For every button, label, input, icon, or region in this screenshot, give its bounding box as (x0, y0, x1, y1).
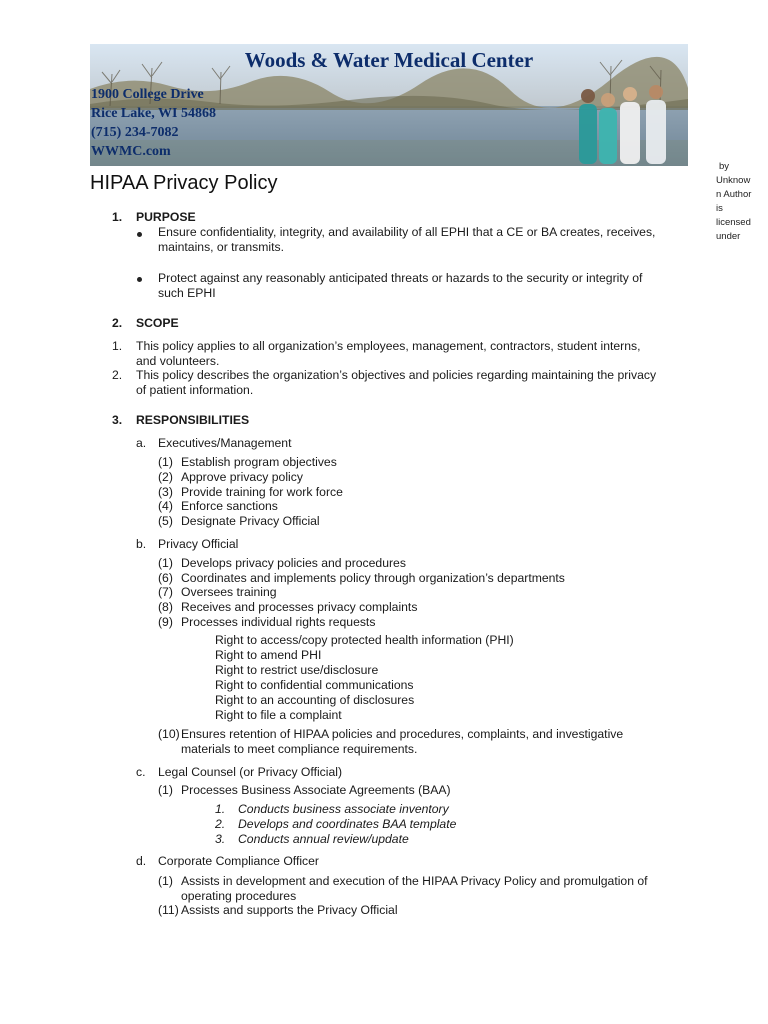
item-number: (5) (158, 514, 173, 528)
item-number: (3) (158, 485, 173, 499)
scope-item-1-line-2: and volunteers. (136, 354, 220, 368)
address-line-2: Rice Lake, WI 54868 (91, 106, 216, 121)
subsection-letter: b. (136, 537, 147, 551)
item-number: (9) (158, 615, 173, 629)
retention-item-line-2: materials to meet compliance requirements. (181, 742, 418, 756)
purpose-bullet-2-line-2: such EPHI (158, 286, 216, 300)
phone-number: (715) 234-7082 (91, 125, 179, 140)
sub-item: Develops and coordinates BAA template (238, 817, 457, 831)
item-number: (10) (158, 727, 180, 741)
list-item: Develops privacy policies and procedures (181, 556, 406, 570)
section-number: 1. (112, 210, 123, 224)
sub-item-number: 3. (215, 832, 226, 846)
subsection-letter: d. (136, 854, 147, 868)
right-item: Right to restrict use/disclosure (215, 663, 379, 677)
item-number: (4) (158, 499, 173, 513)
center-name: Woods & Water Medical Center (244, 48, 534, 72)
scope-item-number: 1. (112, 339, 123, 353)
list-item: Provide training for work force (181, 485, 343, 499)
item-number: (11) (158, 903, 179, 917)
section-heading-scope: SCOPE (136, 316, 179, 330)
right-item: Right to access/copy protected health information (PHI) (215, 633, 514, 647)
subsection-title-compliance-officer: Corporate Compliance Officer (158, 854, 319, 868)
compliance-item-line-1: Assists in development and execution of the HIPAA Privacy Policy and promulgation of (181, 874, 648, 888)
purpose-bullet-2-line-1: Protect against any reasonably anticipated threats or hazards to the security or integrity of (158, 271, 643, 285)
header-banner (90, 44, 688, 166)
section-heading-purpose: PURPOSE (136, 210, 196, 224)
item-number: (8) (158, 600, 173, 614)
right-item: Right to amend PHI (215, 648, 322, 662)
sub-item-number: 1. (215, 802, 226, 816)
bullet-icon (137, 232, 142, 237)
page-title: HIPAA Privacy Policy (90, 172, 278, 194)
sub-item: Conducts annual review/update (238, 832, 409, 846)
list-item: Oversees training (181, 585, 277, 599)
right-item: Right to file a complaint (215, 708, 342, 722)
list-item: Establish program objectives (181, 455, 337, 469)
subsection-title-legal-counsel: Legal Counsel (or Privacy Official) (158, 765, 343, 779)
list-item: Assists and supports the Privacy Official (181, 903, 398, 917)
scope-item-2-line-1: This policy describes the organization’s objectives and policies regarding maintaining the privacy (136, 368, 657, 382)
list-item: Approve privacy policy (181, 470, 303, 484)
attribution-line: by (719, 161, 730, 172)
list-item: Processes individual rights requests (181, 615, 376, 629)
attribution-line: under (716, 231, 741, 242)
subsection-title-executives: Executives/Management (158, 436, 292, 450)
attribution-line: n Author (716, 189, 752, 200)
section-heading-responsibilities: RESPONSIBILITIES (136, 413, 250, 427)
list-item: Receives and processes privacy complaints (181, 600, 418, 614)
item-number: (1) (158, 783, 173, 797)
section-number: 2. (112, 316, 123, 330)
sub-item: Conducts business associate inventory (238, 802, 449, 816)
right-item: Right to confidential communications (215, 678, 414, 692)
sub-item-number: 2. (215, 817, 226, 831)
website-link[interactable]: WWMC.com (91, 144, 171, 159)
right-item: Right to an accounting of disclosures (215, 693, 415, 707)
compliance-item-line-2: operating procedures (181, 889, 297, 903)
item-number: (1) (158, 874, 173, 888)
attribution-line: Unknow (716, 175, 751, 186)
attribution-line: is (716, 203, 723, 214)
attribution-line[interactable]: licensed (716, 217, 751, 228)
subsection-title-privacy-official: Privacy Official (158, 537, 239, 551)
scope-item-1-line-1: This policy applies to all organization’s employees, management, contractors, student interns, (136, 339, 641, 353)
image-attribution-note (716, 160, 768, 244)
list-item: Coordinates and implements policy through organization’s departments (181, 571, 565, 585)
list-item: Processes Business Associate Agreements (BAA) (181, 783, 451, 797)
scope-item-number: 2. (112, 368, 123, 382)
bullet-icon (137, 277, 142, 282)
list-item: Enforce sanctions (181, 499, 278, 513)
item-number: (2) (158, 470, 173, 484)
subsection-letter: c. (136, 765, 146, 779)
list-item: Designate Privacy Official (181, 514, 320, 528)
subsection-letter: a. (136, 436, 147, 450)
item-number: (6) (158, 571, 173, 585)
retention-item-line-1: Ensures retention of HIPAA policies and procedures, complaints, and investigative (181, 727, 624, 741)
item-number: (1) (158, 556, 173, 570)
purpose-bullet-1-line-2: maintains, or transmits. (158, 240, 284, 254)
purpose-bullet-1-line-1: Ensure confidentiality, integrity, and availability of all EPHI that a CE or BA creates, receives, (158, 225, 656, 239)
address-line-1: 1900 College Drive (91, 87, 204, 102)
scope-item-2-line-2: of patient information. (136, 383, 254, 397)
item-number: (7) (158, 585, 173, 599)
item-number: (1) (158, 455, 173, 469)
section-number: 3. (112, 413, 123, 427)
